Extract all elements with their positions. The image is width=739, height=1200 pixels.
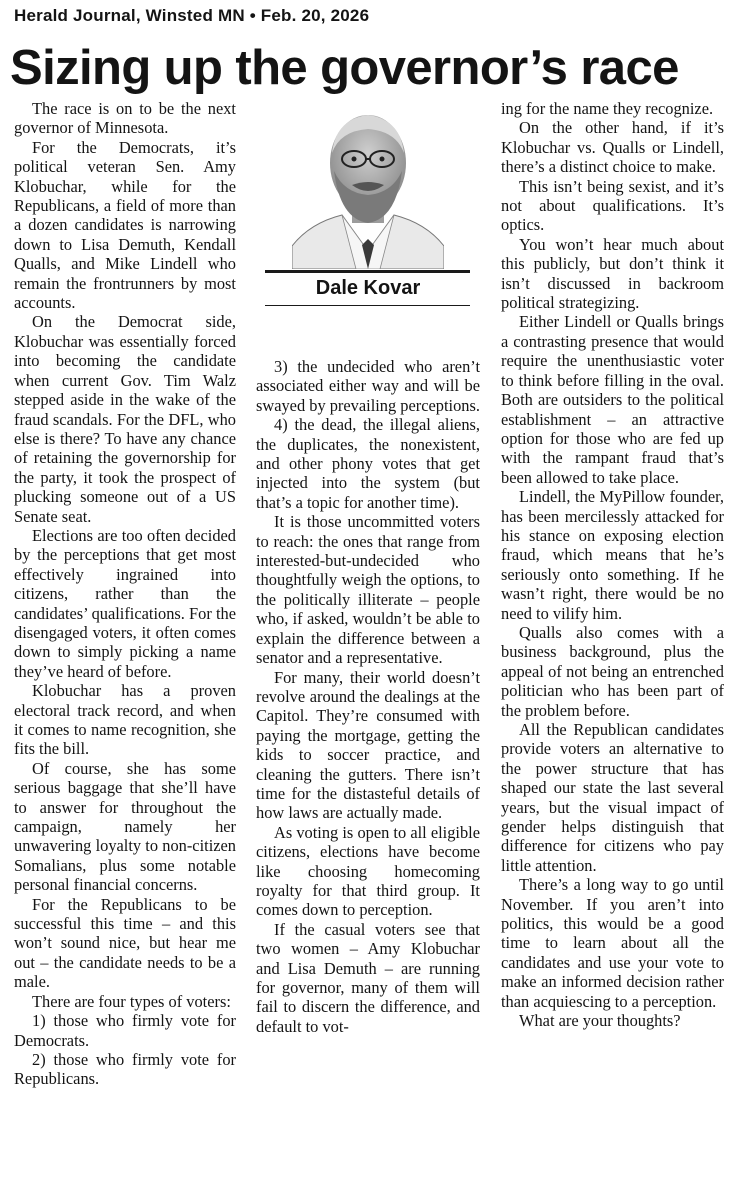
paragraph: This isn’t being sexist, and it’s not about qualifications. It’s optics. <box>501 176 724 235</box>
author-portrait-image <box>292 101 444 269</box>
paragraph: ing for the name they recognize. <box>501 99 714 118</box>
paragraph: Either Lindell or Qualls brings a contrasting presence that would require the unenthusiastic voter to think before filling in the oval. Both are outsiders to the political establishment – an attractive option for those who are fed up with the rampant fraud that’s been allowed to take place. <box>501 312 724 487</box>
paragraph: For the Democrats, it’s political veteran Sen. Amy Klobuchar, while for the Republicans, a field of more than a dozen candidates is narrowing down to Lisa Demuth, Kendall Qualls, and Mike Lindell who remain the frontrunners by most accounts. <box>14 137 236 313</box>
paragraph: What are your thoughts? <box>519 1011 681 1031</box>
paragraph: The race is on to be the next governor of Minnesota. <box>14 99 236 138</box>
paragraph: For many, their world doesn’t revolve around the dealings at the Capitol. They’re consumed with paying the mortgage, getting the kids to soccer practice, and cleaning the gutters. There isn’t time for the distasteful details of how laws are actually made. <box>256 667 480 823</box>
article-column-1 <box>14 99 236 1089</box>
paragraph: Of course, she has some serious baggage that she’ll have to answer for throughout the campaign, namely her unwavering loyalty to non-citizen Somalians, plus some notable personal financial concerns. <box>14 758 236 895</box>
list-item: 2) those who firmly vote for Republicans. <box>14 1049 236 1089</box>
headline: Sizing up the governor’s race <box>10 41 679 95</box>
list-item: 1) those who firmly vote for Democrats. <box>14 1011 236 1050</box>
byline: Dale Kovar <box>315 277 421 299</box>
list-item: 4) the dead, the illegal aliens, the duplicates, the nonexistent, and other phony votes that get injected into the system (but that’s a topic for another time). <box>256 415 480 512</box>
paragraph: Qualls also comes with a business background, plus the appeal of not being an entrenched politician who has been part of the problem before. <box>501 622 724 720</box>
paragraph: As voting is open to all eligible citizens, elections have become like choosing homecoming royalty for that third group. It comes down to perception. <box>256 822 480 920</box>
article-column-3 <box>501 99 724 1031</box>
paragraph: On the Democrat side, Klobuchar was essentially forced into becoming the candidate when current Gov. Tim Walz stepped aside in the wake of the fraud scandals. For the DFL, who else is there? To have any chance of retaining the governorship for the party, it took the prospect of plucking someone out of a US Senate seat. <box>14 312 236 526</box>
article-column-2 <box>256 357 480 1036</box>
paragraph: On the other hand, if it’s Klobuchar vs. Qualls or Lindell, there’s a distinct choice to make. <box>501 118 724 177</box>
paragraph: There are four types of voters: <box>32 991 231 1011</box>
paragraph: Klobuchar has a proven electoral track record, and when it comes to name recognition, she fits the bill. <box>14 681 236 759</box>
paragraph: If the casual voters see that two women – Amy Klobuchar and Lisa Demuth – are running for governor, many of them will fail to discern the difference, and default to vot- <box>256 919 480 1036</box>
byline-bottom-rule <box>265 305 470 306</box>
paragraph: All the Republican candidates provide voters an alternative to the power structure that has shaped our state the last several years, but the visual impact of gender helps distinguish that difference for citizens who pay little attention. <box>501 720 724 875</box>
paragraph: Lindell, the MyPillow founder, has been mercilessly attacked for his stance on exposing election fraud, which means that he’s seriously onto something. If he wasn’t right, there would be no need to vilify him. <box>501 487 724 623</box>
author-box <box>256 99 480 329</box>
paragraph: You won’t hear much about this publicly, but don’t think it isn’t discussed in backroom political strategizing. <box>501 234 724 313</box>
paragraph: Elections are too often decided by the perceptions that get most effectively ingrained into citizens, rather than the candidates’ qualifications. For the disengaged voters, it often comes down to simply picking a name they’ve heard of before. <box>14 525 236 681</box>
paragraph: It is those uncommitted voters to reach: the ones that range from interested-but-undecided who thoughtfully weigh the options, to the politically illiterate – people who, if asked, wouldn’t be able to explain the difference between a senator and a representative. <box>256 512 480 668</box>
byline-top-rule <box>265 270 470 273</box>
paragraph: For the Republicans to be successful this time – and this won’t sound nice, but hear me out – the candidate needs to be a male. <box>14 894 236 992</box>
paragraph: There’s a long way to go until November. If you aren’t into politics, this would be a good time to learn about all the candidates and use your vote to make an informed decision rather than acquiescing to a perception. <box>501 875 724 1011</box>
list-item: 3) the undecided who aren’t associated either way and will be swayed by prevailing perceptions. <box>256 357 480 415</box>
dateline: Herald Journal, Winsted MN • Feb. 20, 2026 <box>14 6 370 25</box>
